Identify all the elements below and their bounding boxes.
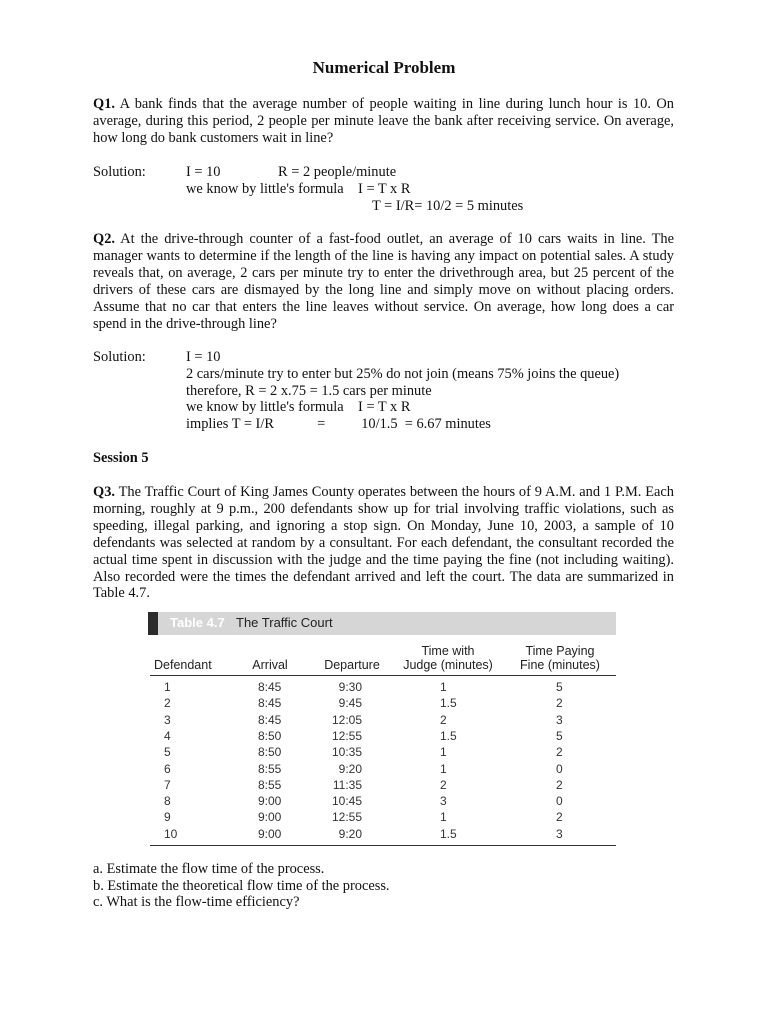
table-cell: 11:35 bbox=[332, 777, 362, 792]
table-cell: 2 bbox=[556, 745, 563, 760]
table-cell: 10:45 bbox=[331, 794, 362, 809]
table-cell: 9:00 bbox=[258, 826, 282, 841]
table-header-fine-time: Time Paying Fine (minutes) bbox=[520, 644, 600, 672]
q1-solution-line: T = I/R= 10/2 = 5 minutes bbox=[372, 198, 524, 214]
table-cell: 5 bbox=[164, 745, 171, 760]
q2-solution-line: therefore, R = 2 x.75 = 1.5 cars per minute bbox=[186, 383, 432, 399]
q1-text: A bank finds that the average number of people waiting in line during lunch hour is 10. On average, during this period, 2 people per minute leave the bank after receiving service. On average, how long do bank customers wait in line? bbox=[93, 96, 674, 146]
q1-paragraph bbox=[93, 96, 674, 147]
q2-solution-line: implies T = I/R = 10/1.5 = 6.67 minutes bbox=[186, 416, 491, 432]
table-cell: 5 bbox=[556, 680, 563, 694]
table-cell: 8 bbox=[164, 794, 171, 809]
q1-solution-line: we know by little's formula I = T x R bbox=[186, 181, 411, 197]
table-cell: 1 bbox=[440, 745, 447, 760]
table-cell: 3 bbox=[164, 712, 171, 727]
table-cell: 12:55 bbox=[331, 810, 362, 825]
table-cell: 3 bbox=[440, 794, 447, 809]
q2-paragraph bbox=[93, 231, 674, 332]
table-cell: 8:50 bbox=[258, 745, 282, 760]
table-cell: 1.5 bbox=[440, 826, 457, 841]
q2-solution-line: 2 cars/minute try to enter but 25% do not join (means 75% joins the queue) bbox=[186, 366, 620, 382]
table-cell: 10:35 bbox=[331, 745, 362, 760]
q2-label: Q2. bbox=[93, 231, 115, 247]
table-cell: 8:45 bbox=[258, 712, 282, 727]
table-header-defendant: Defendant bbox=[154, 658, 212, 672]
table-cell: 2 bbox=[440, 777, 447, 792]
table-header-departure: Departure bbox=[324, 658, 380, 672]
table-cell: 8:45 bbox=[258, 696, 282, 711]
table-header-rule bbox=[150, 675, 616, 676]
table-header-arrival: Arrival bbox=[252, 658, 288, 672]
table-cell: 2 bbox=[164, 696, 171, 711]
table-cell: 8:50 bbox=[258, 728, 282, 743]
table-cell: 2 bbox=[556, 777, 563, 792]
table-cell: 0 bbox=[556, 794, 563, 809]
table-bottom-rule bbox=[150, 845, 616, 846]
q2-solution-line: I = 10 bbox=[186, 349, 221, 365]
q1-label: Q1. bbox=[93, 96, 115, 112]
table-cell: 9:45 bbox=[338, 696, 362, 711]
table-cell: 1 bbox=[440, 680, 447, 694]
q2-solution-label: Solution: bbox=[93, 349, 146, 365]
q1-solution-line: I = 10 R = 2 people/minute bbox=[186, 164, 397, 180]
table-cell: 3 bbox=[556, 826, 563, 841]
table-cell: 1 bbox=[440, 810, 447, 825]
q3-label: Q3. bbox=[93, 484, 115, 500]
table-cell: 8:45 bbox=[258, 680, 282, 694]
q2-solution-line: we know by little's formula I = T x R bbox=[186, 399, 411, 415]
table-cell: 1.5 bbox=[440, 696, 457, 711]
table-cell: 9:00 bbox=[258, 810, 282, 825]
list-item: c. What is the flow-time efficiency? bbox=[93, 894, 300, 910]
table-cell: 9 bbox=[164, 810, 171, 825]
page-title: Numerical Problem bbox=[312, 58, 456, 77]
list-item: b. Estimate the theoretical flow time of the process. bbox=[93, 877, 390, 894]
table-name: The Traffic Court bbox=[236, 615, 333, 630]
table-cell: 10 bbox=[164, 826, 178, 841]
table-cell: 0 bbox=[556, 761, 563, 776]
question-list bbox=[93, 861, 390, 911]
table-cell: 1 bbox=[164, 680, 171, 694]
table-cell: 3 bbox=[556, 712, 563, 727]
table-cell: 8:55 bbox=[258, 761, 282, 776]
q2-text: At the drive-through counter of a fast-food outlet, an average of 10 cars waits in line. The manager wants to determine if the length of the line is having any impact on potential sales. A study reveals that, on average, 2 cars per minute try to enter the drivethrough area, but 25 percent of the drivers of these cars are dismayed by the long line and simply move on without placing orders. Assume that no car that enters the line leaves without service. On average, how long does a car spend in the drive-through line? bbox=[93, 231, 674, 332]
q3-text: The Traffic Court of King James County operates between the hours of 9 A.M. and 1 P.M. Each morning, roughly at 9 p.m., 200 defendants show up for trial involving traffic violations, such as speeding, illegal parking, and ignoring a stop sign. On Monday, June 10, 2003, a sample of 10 defendants was selected at random by a consultant. For each defendant, the consultant recorded the actual time spent in discussion with the judge and the time paying the fine (not including waiting). Also recorded were the times the defendant arrived and left the court. The data are summarized in Table 4.7. bbox=[93, 484, 674, 602]
table-cell: 2 bbox=[556, 810, 563, 825]
table-cell: 9:20 bbox=[338, 761, 362, 776]
table-title-accent bbox=[148, 612, 158, 635]
table-cell: 5 bbox=[556, 728, 563, 743]
table-cell: 9:30 bbox=[338, 680, 362, 694]
table-cell: 2 bbox=[556, 696, 563, 711]
table-cell: 8:55 bbox=[258, 777, 282, 792]
table-number: Table 4.7 bbox=[170, 615, 225, 630]
table-cell: 6 bbox=[164, 761, 171, 776]
table-cell: 1.5 bbox=[440, 728, 457, 743]
table-cell: 9:20 bbox=[338, 826, 362, 841]
table-cell: 12:55 bbox=[331, 728, 362, 743]
list-item: a. Estimate the flow time of the process. bbox=[93, 861, 325, 877]
q1-solution-label: Solution: bbox=[93, 164, 146, 180]
table-cell: 4 bbox=[164, 728, 171, 743]
table-header-judge-time: Time with Judge (minutes) bbox=[403, 644, 493, 672]
table-cell: 9:00 bbox=[258, 794, 282, 809]
table-title-bar bbox=[148, 612, 616, 635]
table-cell: 1 bbox=[440, 761, 447, 776]
table-cell: 7 bbox=[164, 777, 171, 792]
q3-paragraph bbox=[93, 484, 674, 602]
table-cell: 12:05 bbox=[331, 712, 362, 727]
table-cell: 2 bbox=[440, 712, 447, 727]
session-heading: Session 5 bbox=[93, 450, 149, 466]
